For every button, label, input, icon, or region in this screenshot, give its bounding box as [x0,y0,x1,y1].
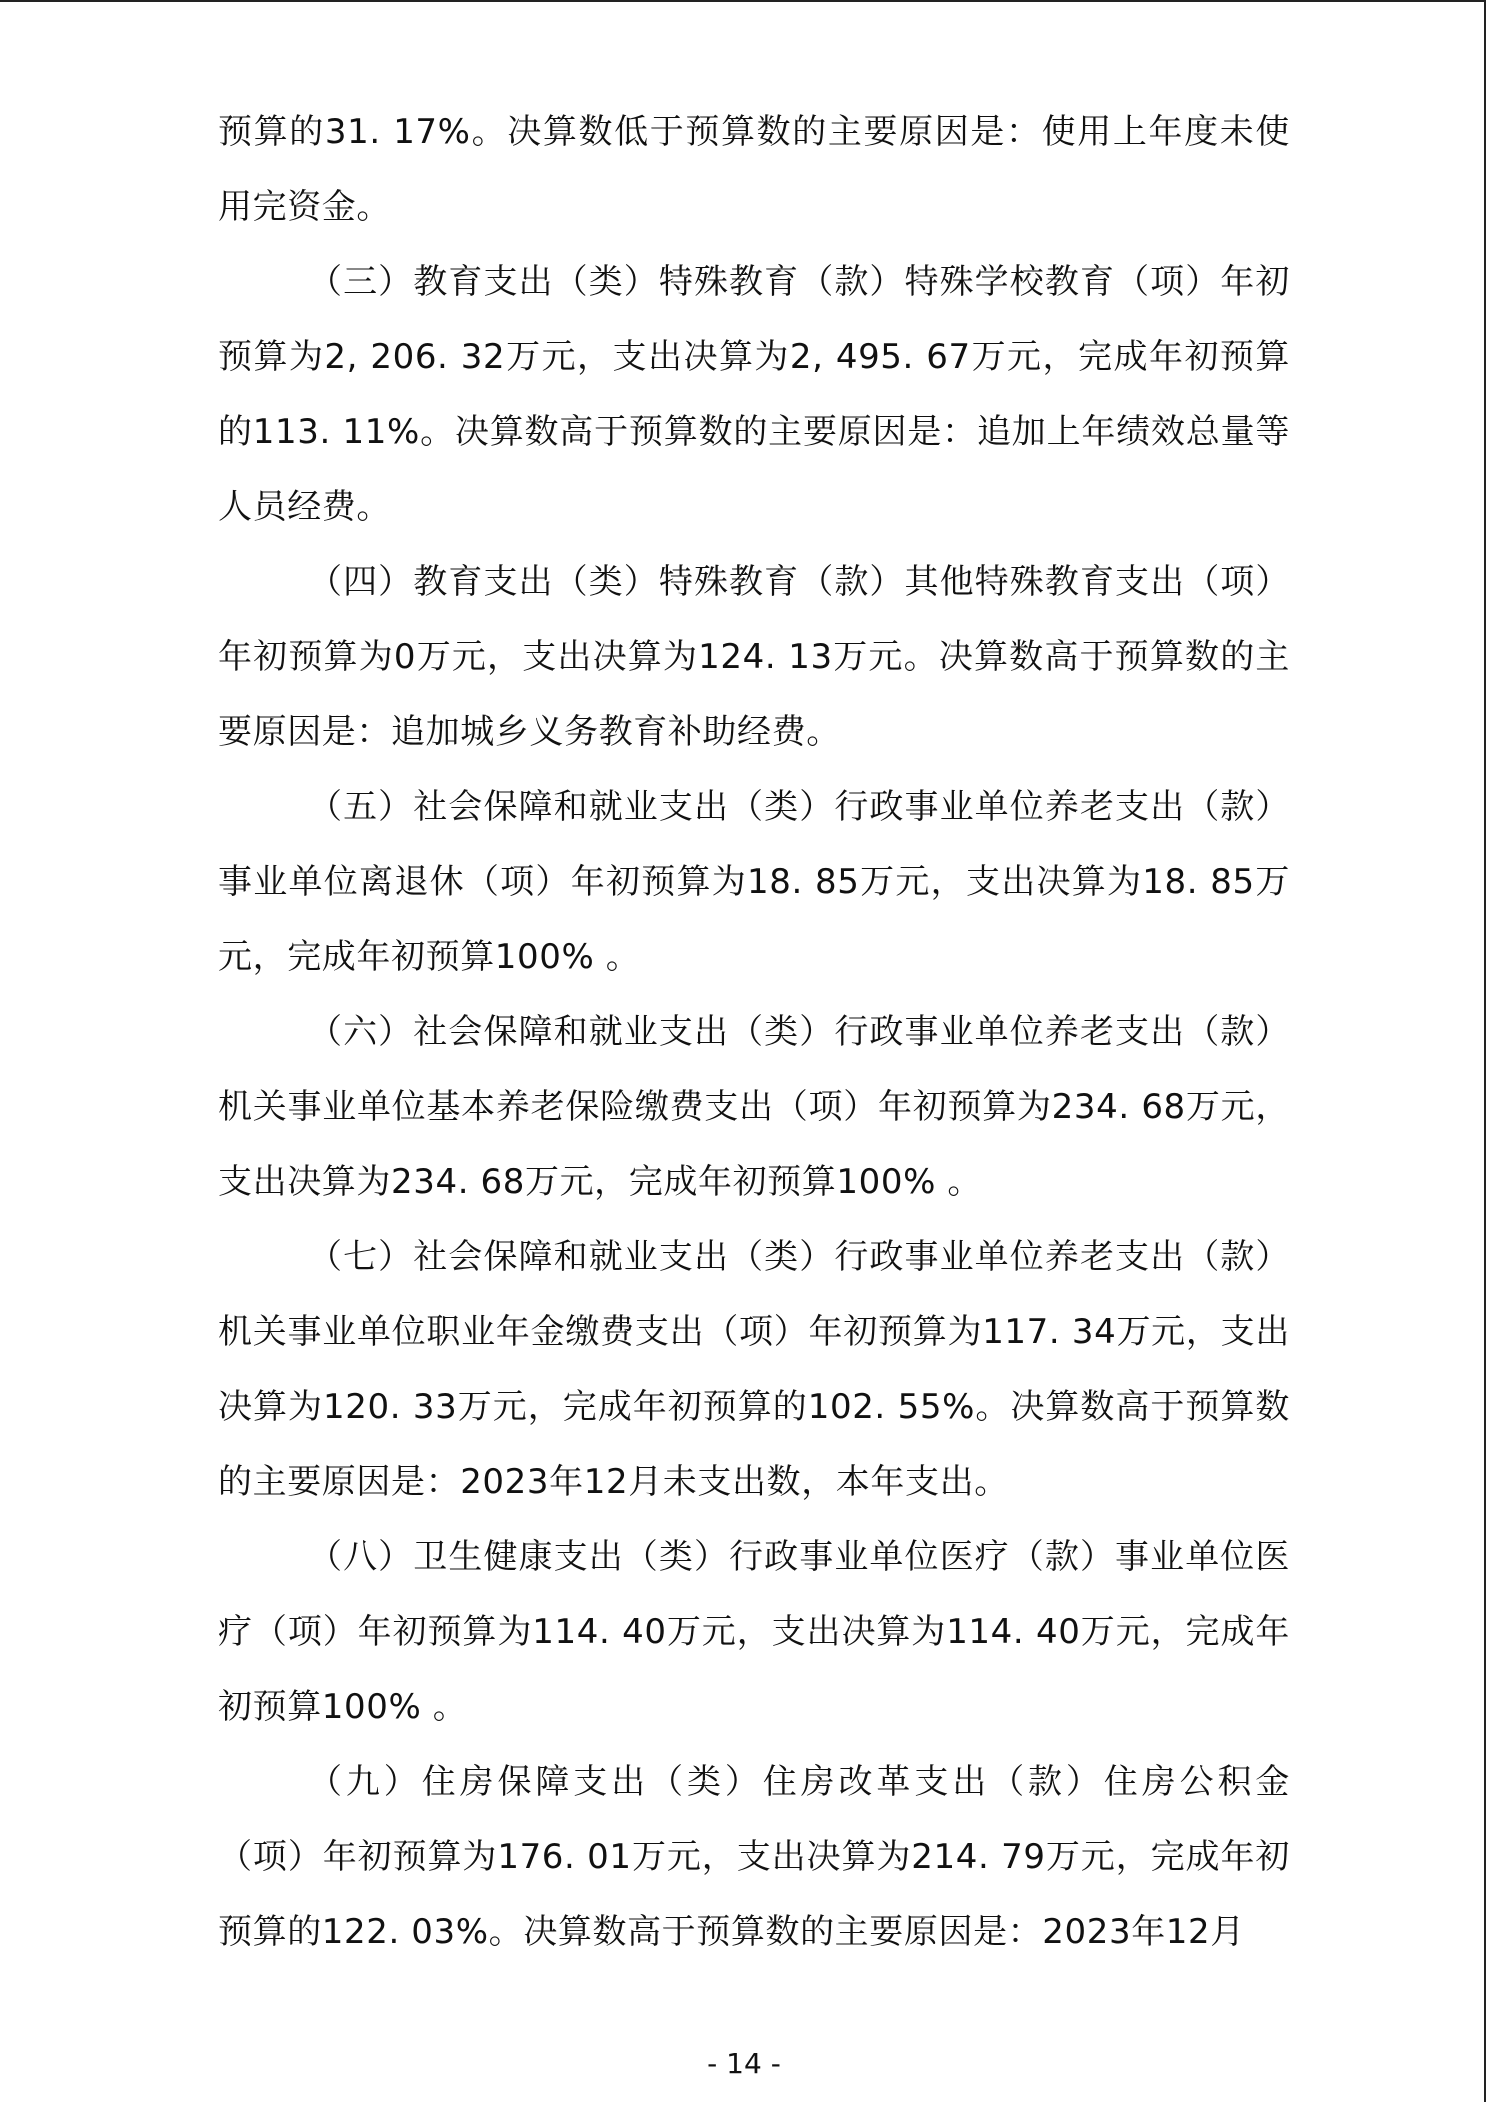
paragraph-item-7: （七）社会保障和就业支出（类）行政事业单位养老支出（款）机关事业单位职业年金缴费支出（项）年初预算为117. 34万元，支出决算为120. 33万元，完成年初预算的102. 55%。决算数高于预算数的主要原因是：2023年12月未支出数，本年支出。 [218,1237,1290,1502]
body-text [218,95,1290,1970]
paragraph-item-9: （九）住房保障支出（类）住房改革支出（款）住房公积金（项）年初预算为176. 01万元，支出决算为214. 79万元，完成年初预算的122. 03%。决算数高于预算数的主要原因是：2023年12月 [218,1762,1290,1952]
paragraph-item-6: （六）社会保障和就业支出（类）行政事业单位养老支出（款）机关事业单位基本养老保险缴费支出（项）年初预算为234. 68万元，支出决算为234. 68万元，完成年初预算100% 。 [218,1012,1290,1202]
page-number: - 14 - [707,2047,781,2080]
paragraph-item-8: （八）卫生健康支出（类）行政事业单位医疗（款）事业单位医疗（项）年初预算为114. 40万元，支出决算为114. 40万元，完成年初预算100% 。 [218,1537,1290,1727]
paragraph-continuation: 预算的31. 17%。决算数低于预算数的主要原因是：使用上年度未使用完资金。 [218,112,1290,227]
paragraph-item-3: （三）教育支出（类）特殊教育（款）特殊学校教育（项）年初预算为2, 206. 32万元，支出决算为2, 495. 67万元，完成年初预算的113. 11%。决算数高于预算数的主要原因是：追加上年绩效总量等人员经费。 [218,262,1290,527]
paragraph-item-5: （五）社会保障和就业支出（类）行政事业单位养老支出（款）事业单位离退休（项）年初预算为18. 85万元，支出决算为18. 85万元，完成年初预算100% 。 [218,787,1290,977]
paragraph-item-4: （四）教育支出（类）特殊教育（款）其他特殊教育支出（项）年初预算为0万元，支出决算为124. 13万元。决算数高于预算数的主要原因是：追加城乡义务教育补助经费。 [218,562,1290,752]
